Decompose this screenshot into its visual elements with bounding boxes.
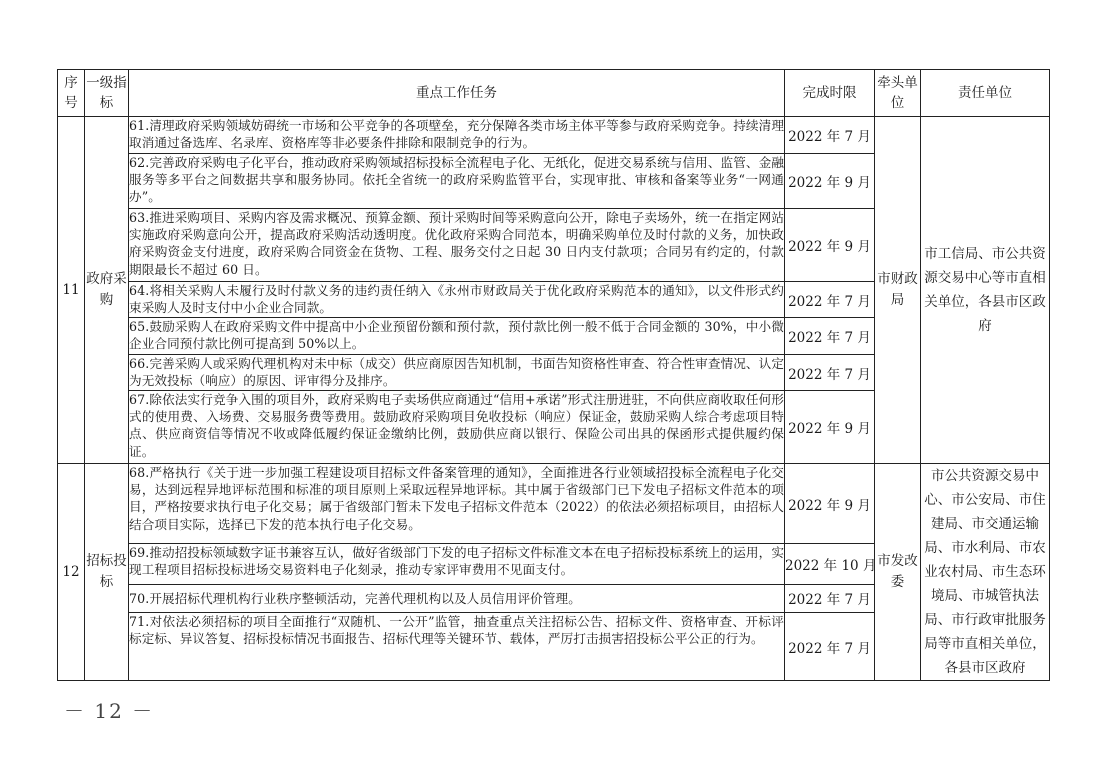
lead-unit: 市发改委 xyxy=(875,464,921,681)
task-cell: 68.严格执行《关于进一步加强工程建设项目招标文件备案管理的通知》，全面推进各行业领域招投标全流程电子化交易，达到远程异地评标范围和标准的项目原则上采取远程异地评标。其中属于省级部门已下发电子招标文件范本的项目，严格按要求执行电子化交易；属于省级部门暂未下发电子招标文件范本（2022）的依法必须招标项目，由招标人结合项目实际，选择已下发的范本执行电子化交易。 xyxy=(129,464,785,544)
deadline-cell: 2022 年 9 月 xyxy=(785,464,875,544)
deadline-cell: 2022 年 10 月 xyxy=(785,544,875,585)
task-cell: 67.除依法实行竞争入围的项目外，政府采购电子卖场供应商通过“信用+承诺”形式注册进驻，不向供应商收取任何形式的使用费、入场费、交易服务费等费用。鼓励政府采购项目免收投标（响应）保证金，鼓励采购人综合考虑项目特点、供应商资信等情况不收或降低履约保证金缴纳比例，鼓励供应商以银行、保险公司出具的保函形式提供履约保证。 xyxy=(129,391,785,464)
header-responsible: 责任单位 xyxy=(921,70,1050,117)
responsible-units: 市公共资源交易中心、市公安局、市住建局、市交通运输局、市水利局、市农业农村局、市生态环境局、市城管执法局、市行政审批服务局等市直相关单位，各县市区政府 xyxy=(921,464,1050,681)
lead-unit: 市财政局 xyxy=(875,117,921,464)
deadline-cell: 2022 年 9 月 xyxy=(785,391,875,464)
deadline-cell: 2022 年 7 月 xyxy=(785,117,875,154)
task-cell: 66.完善采购人或采购代理机构对未中标（成交）供应商原因告知机制，书面告知资格性审查、符合性审查情况、认定为无效投标（响应）的原因、评审得分及排序。 xyxy=(129,355,785,391)
responsible-units: 市工信局、市公共资源交易中心等市直相关单位，各县市区政府 xyxy=(921,117,1050,464)
task-cell: 64.将相关采购人未履行及时付款义务的违约责任纳入《永州市财政局关于优化政府采购范本的通知》，以文件形式约束采购人及时支付中小企业合同款。 xyxy=(129,282,785,318)
task-cell: 71.对依法必须招标的项目全面推行“双随机、一公开”监管，抽查重点关注招标公告、招标文件、资格审查、开标评标定标、异议答复、招标投标情况书面报告、招标代理等关键环节、载体，严厉打击损害招投标公平公正的行为。 xyxy=(129,613,785,681)
section-seq: 11 xyxy=(58,117,85,464)
deadline-cell: 2022 年 7 月 xyxy=(785,318,875,355)
table-row xyxy=(58,117,1050,154)
task-cell: 70.开展招标代理机构行业秩序整顿活动，完善代理机构以及人员信用评价管理。 xyxy=(129,584,785,612)
deadline-cell: 2022 年 9 月 xyxy=(785,209,875,282)
task-cell: 63.推进采购项目、采购内容及需求概况、预算金额、预计采购时间等采购意向公开，除电子卖场外，统一在指定网站实施政府采购意向公开，提高政府采购活动透明度。优化政府采购合同范本，明确采购单位及时付款的义务，加快政府采购资金支付进度，政府采购合同资金在货物、工程、服务交付之日起 30 日内支付款项；合同另有约定的，付款期限最长不超过 60 日。 xyxy=(129,209,785,282)
header-level1: 一级指标 xyxy=(85,70,129,117)
header-lead: 牵头单位 xyxy=(875,70,921,117)
header-deadline: 完成时限 xyxy=(785,70,875,117)
deadline-cell: 2022 年 7 月 xyxy=(785,613,875,681)
header-task: 重点工作任务 xyxy=(129,70,785,117)
deadline-cell: 2022 年 9 月 xyxy=(785,154,875,209)
section-seq: 12 xyxy=(58,464,85,681)
task-cell: 61.清理政府采购领域妨碍统一市场和公平竞争的各项壁垒，充分保障各类市场主体平等参与政府采购竞争。持续清理取消通过备选库、名录库、资格库等非必要条件排除和限制竞争的行为。 xyxy=(129,117,785,154)
task-table xyxy=(57,69,1050,681)
section-indicator: 政府采购 xyxy=(85,117,129,464)
deadline-cell: 2022 年 7 月 xyxy=(785,584,875,612)
header-seq: 序号 xyxy=(58,70,85,117)
deadline-cell: 2022 年 7 月 xyxy=(785,355,875,391)
page-number: － 12 － xyxy=(64,699,155,723)
task-cell: 69.推动招投标领域数字证书兼容互认，做好省级部门下发的电子招标文件标准文本在电子招标投标系统上的运用，实现工程项目招标投标进场交易资料电子化刻录，推动专家评审费用不见面支付。 xyxy=(129,544,785,585)
task-cell: 65.鼓励采购人在政府采购文件中提高中小企业预留份额和预付款，预付款比例一般不低于合同金额的 30%，中小微企业合同预付款比例可提高到 50%以上。 xyxy=(129,318,785,355)
section-indicator: 招标投标 xyxy=(85,464,129,681)
task-cell: 62.完善政府采购电子化平台，推动政府采购领域招标投标全流程电子化、无纸化，促进交易系统与信用、监管、金融服务等多平台之间数据共享和服务协同。依托全省统一的政府采购监管平台，实现审批、审核和备案等业务“一网通办”。 xyxy=(129,154,785,209)
header-row xyxy=(58,70,1050,117)
deadline-cell: 2022 年 7 月 xyxy=(785,282,875,318)
table-row xyxy=(58,464,1050,544)
